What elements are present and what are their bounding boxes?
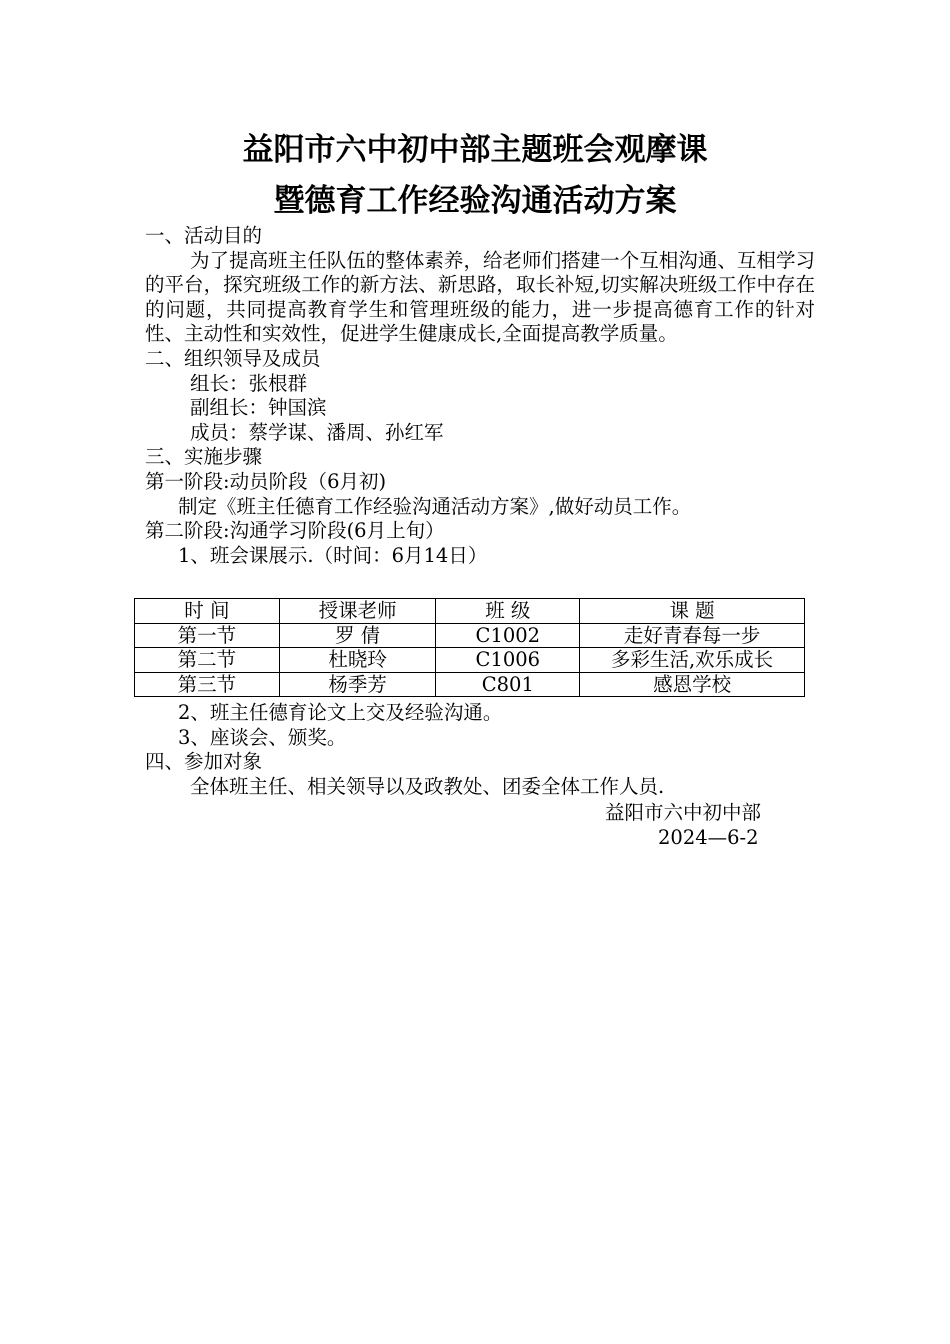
title-line-1: 益阳市六中初中部主题班会观摩课 — [242, 132, 708, 168]
table-row — [135, 672, 805, 697]
signature-date: 2024—6-2 — [658, 826, 759, 849]
table-header-row — [135, 599, 805, 624]
table-cell: 走好青春每一步 — [580, 623, 805, 648]
participants-detail: 全体班主任、相关领导以及政教处、团委全体工作人员. — [190, 774, 665, 798]
table-cell: 杨季芳 — [279, 672, 436, 697]
phase-2-heading: 第二阶段:沟通学习阶段(6月上旬） — [145, 519, 445, 543]
signature-organization: 益阳市六中初中部 — [605, 801, 762, 824]
schedule-table — [134, 598, 805, 697]
section-heading-steps: 三、实施步骤 — [145, 445, 263, 469]
table-cell: 第三节 — [135, 672, 280, 697]
table-cell: 杜晓玲 — [279, 648, 436, 673]
table-header-cell: 课 题 — [580, 599, 805, 624]
phase-2-item-2: 2、班主任德育论文上交及经验沟通。 — [178, 701, 503, 724]
table-cell: 罗 倩 — [279, 623, 436, 648]
table-header-cell: 授课老师 — [279, 599, 436, 624]
deputy-leader: 副组长：钟国滨 — [190, 396, 327, 420]
phase-2-item-3: 3、座谈会、颁奖。 — [178, 725, 347, 749]
table-header-cell: 时 间 — [135, 599, 280, 624]
section-heading-purpose: 一、活动目的 — [145, 224, 263, 247]
table-header-cell: 班 级 — [436, 599, 580, 624]
purpose-paragraph: 为了提高班主任队伍的整体素养，给老师们搭建一个互相沟通、互相学习的平台，探究班级工作的新方法、新思路，取长补短,切实解决班级工作中存在的问题，共同提高教育学生和管理班级的能力，进一步提高德育工作的针对性、主动性和实效性，促进学生健康成长,全面提高教学质量。 — [145, 248, 815, 346]
group-members: 成员：蔡学谋、潘周、孙红军 — [190, 420, 444, 444]
section-heading-organization: 二、组织领导及成员 — [145, 346, 321, 370]
table-row — [135, 623, 805, 648]
section-heading-participants: 四、参加对象 — [145, 750, 263, 774]
title-line-2: 暨德育工作经验沟通活动方案 — [273, 183, 677, 219]
table-cell: C801 — [436, 672, 580, 697]
group-leader: 组长：张根群 — [190, 371, 308, 395]
document-body-continued — [145, 701, 815, 799]
table-cell: 第二节 — [135, 648, 280, 673]
table-cell: C1002 — [436, 623, 580, 648]
phase-2-item-1: 1、班会课展示.（时间：6月14日） — [178, 543, 488, 567]
table-cell: 多彩生活,欢乐成长 — [580, 648, 805, 673]
table-cell: C1006 — [436, 648, 580, 673]
phase-1-heading: 第一阶段:动员阶段（6月初) — [145, 469, 387, 493]
table-cell: 第一节 — [135, 623, 280, 648]
table-row — [135, 648, 805, 673]
document-body — [145, 224, 815, 568]
table-cell: 感恩学校 — [580, 672, 805, 697]
phase-1-detail: 制定《班主任德育工作经验沟通活动方案》,做好动员工作。 — [178, 494, 692, 518]
